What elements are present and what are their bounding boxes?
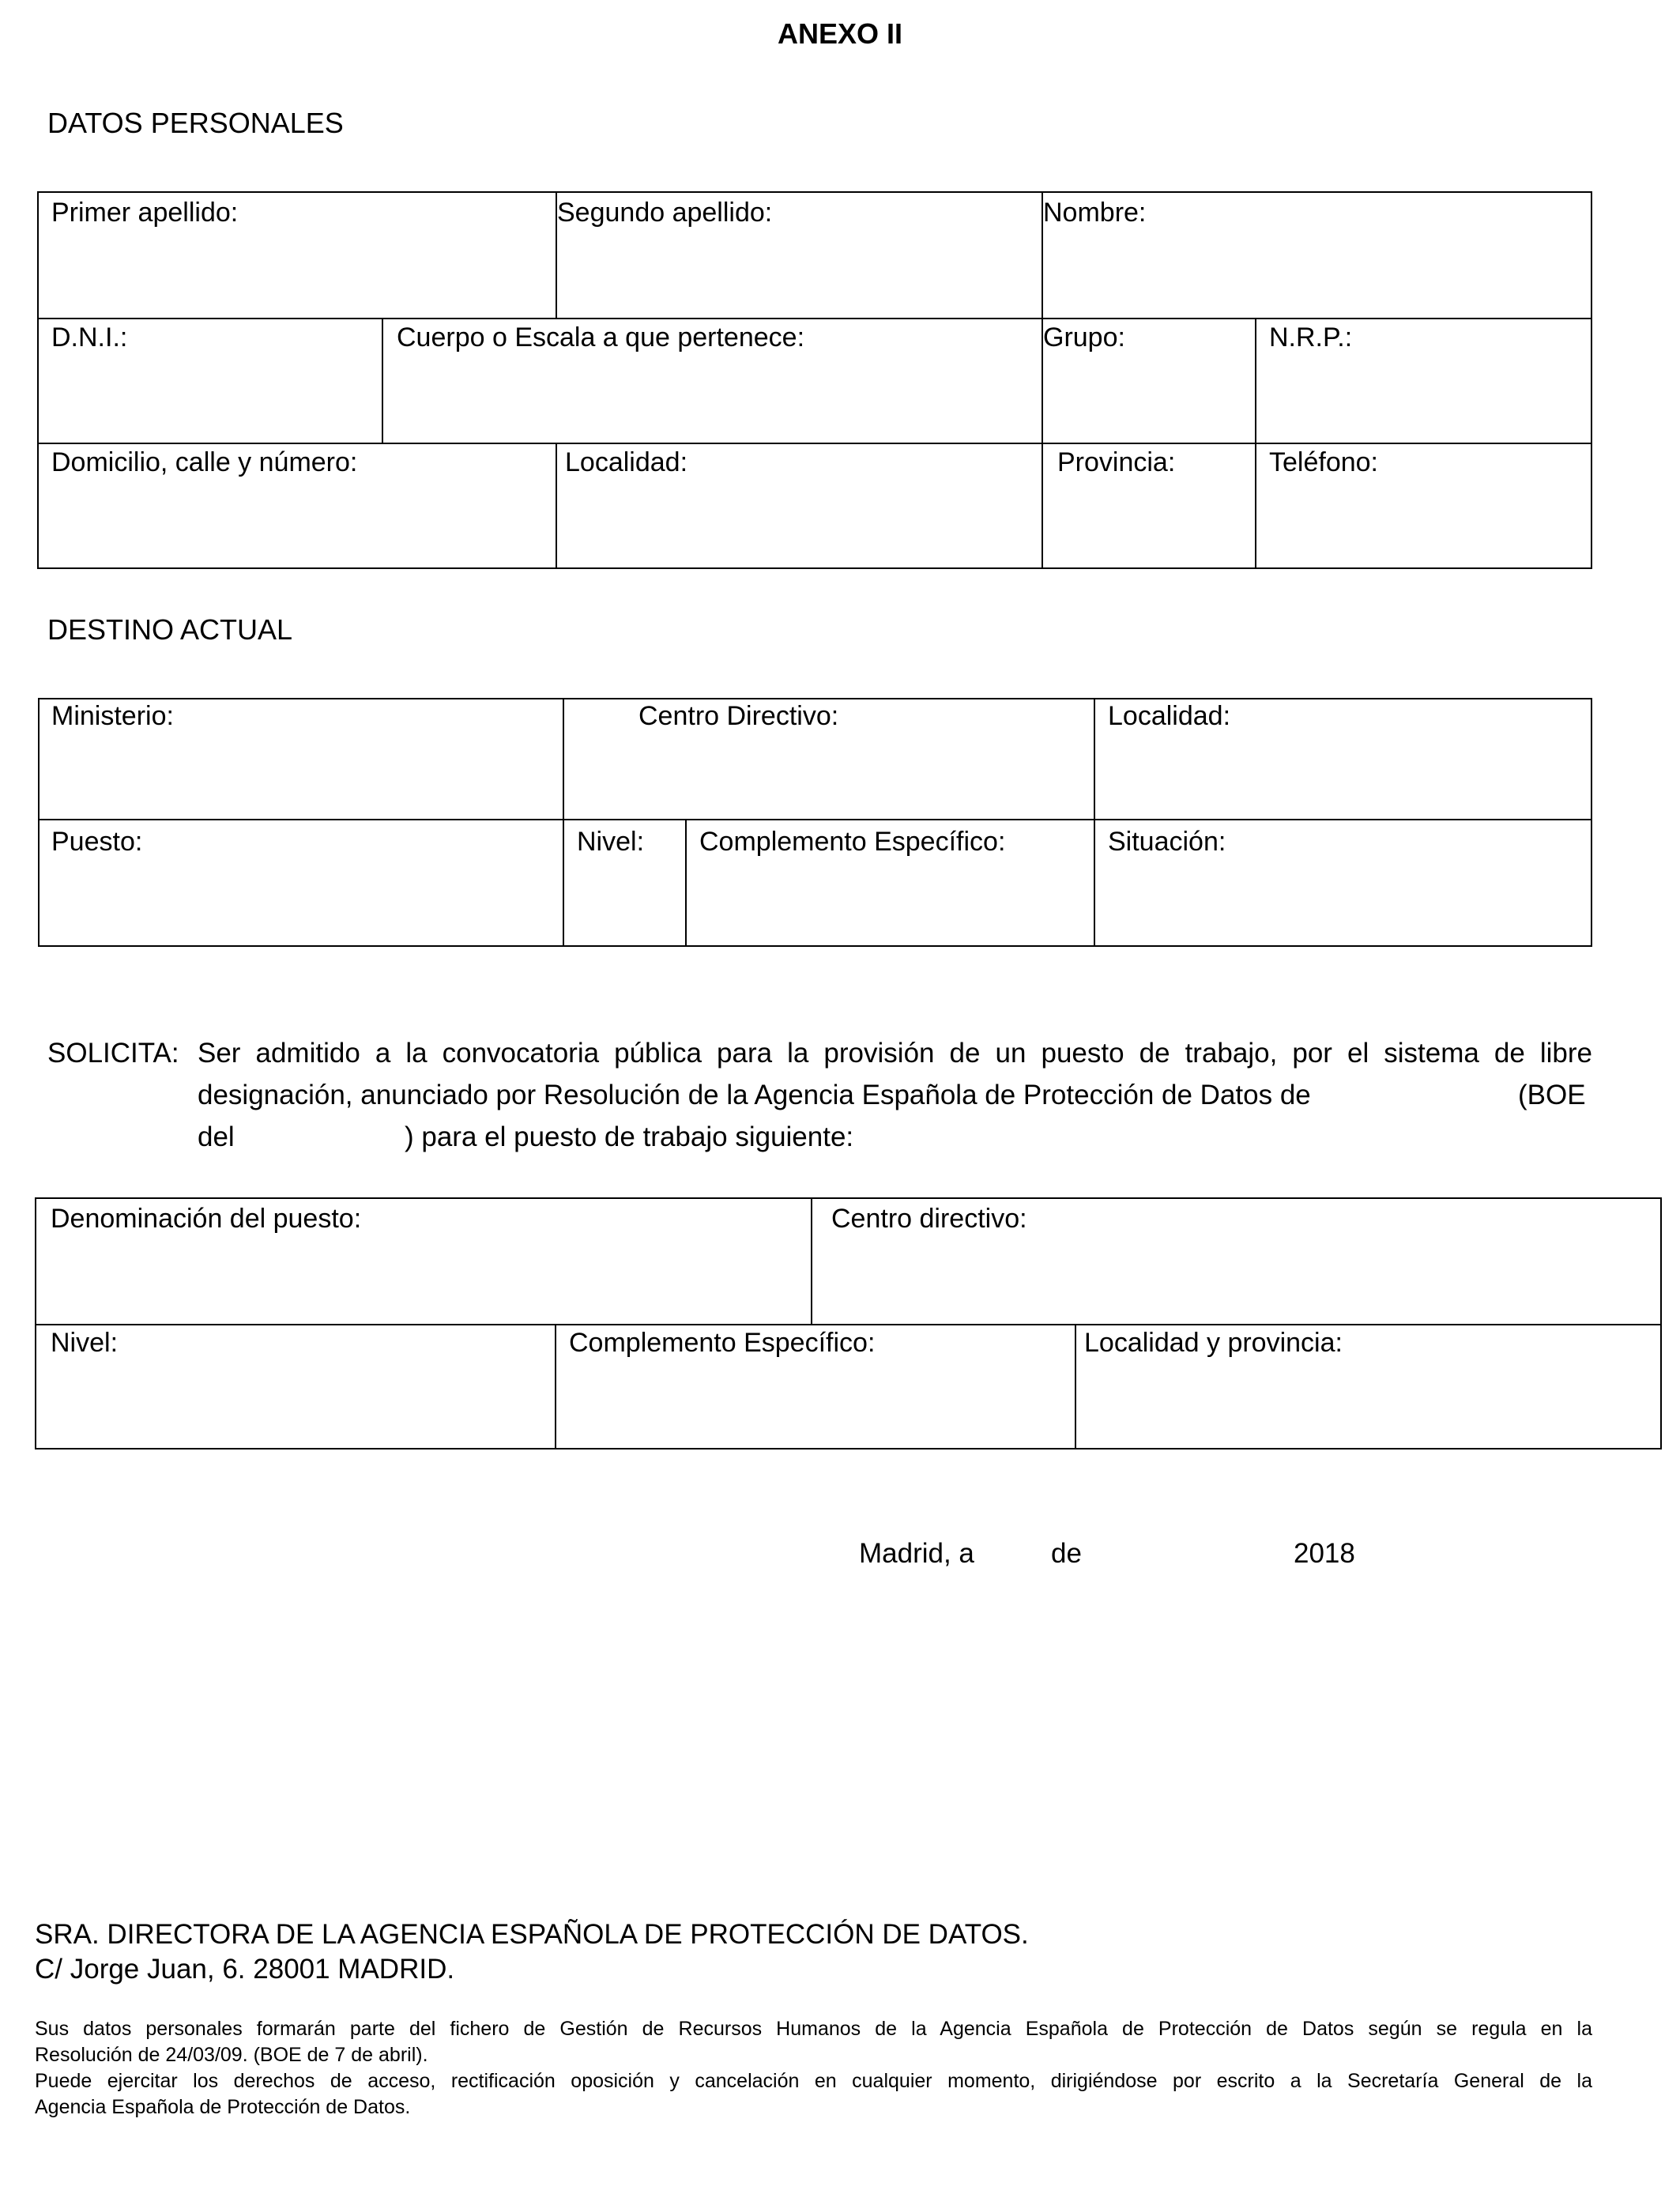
field-label: D.N.I.:	[51, 322, 128, 352]
field-label: Provincia:	[1057, 447, 1176, 477]
solicita-line-2: designación, anunciado por Resolución de la Agencia Española de Protección de Datos de	[198, 1080, 1311, 1110]
field-puesto[interactable]	[38, 819, 564, 947]
field-nivel-destino[interactable]	[563, 819, 687, 947]
field-label: Nivel:	[51, 1328, 119, 1358]
solicita-boe: (BOE	[1518, 1080, 1586, 1110]
field-nombre[interactable]	[1042, 191, 1592, 319]
solicita-line-1: Ser admitido a la convocatoria pública para la provisión de un puesto de trabajo, por el sistema de libre	[198, 1038, 1592, 1069]
field-localidad[interactable]	[556, 443, 1043, 569]
solicita-del: del	[198, 1122, 235, 1152]
page-title: ANEXO II	[777, 17, 903, 50]
field-label: Nombre:	[1043, 198, 1147, 228]
field-denominacion-puesto[interactable]	[35, 1197, 812, 1325]
field-label: Localidad y provincia:	[1084, 1328, 1343, 1358]
section-heading-datos-personales: DATOS PERSONALES	[47, 107, 344, 139]
field-telefono[interactable]	[1255, 443, 1592, 569]
recipient-line-2: C/ Jorge Juan, 6. 28001 MADRID.	[35, 1954, 455, 1985]
solicita-line-3: ) para el puesto de trabajo siguiente:	[405, 1122, 854, 1152]
field-label: Situación:	[1108, 827, 1226, 857]
date-year: 2018	[1294, 1538, 1355, 1569]
field-cuerpo-escala[interactable]	[382, 318, 1043, 444]
section-heading-destino-actual: DESTINO ACTUAL	[47, 613, 293, 646]
solicita-label: SOLICITA:	[47, 1038, 179, 1069]
recipient-line-1: SRA. DIRECTORA DE LA AGENCIA ESPAÑOLA DE PROTECCIÓN DE DATOS.	[35, 1919, 1029, 1950]
field-label: Localidad:	[1108, 701, 1231, 731]
field-situacion[interactable]	[1094, 819, 1592, 947]
field-label: Centro Directivo:	[638, 701, 839, 731]
date-prefix: Madrid, a	[859, 1538, 974, 1569]
note-line-3: Puede ejercitar los derechos de acceso, rectificación oposición y cancelación en cualquier momento, dirigiéndose por escrito a la Secretaría General de la	[35, 2070, 1592, 2092]
note-line-2: Resolución de 24/03/09. (BOE de 7 de abril).	[35, 2044, 428, 2066]
field-label: Segundo apellido:	[557, 198, 773, 228]
field-label: Localidad:	[565, 447, 688, 477]
field-primer-apellido[interactable]	[37, 191, 557, 319]
field-dni[interactable]	[37, 318, 383, 444]
field-label: Complemento Específico:	[569, 1328, 876, 1358]
field-label: Ministerio:	[51, 701, 174, 731]
field-label: Complemento Específico:	[699, 827, 1006, 857]
field-label: Teléfono:	[1269, 447, 1378, 477]
field-ministerio[interactable]	[38, 698, 564, 820]
field-nivel-puesto[interactable]	[35, 1324, 556, 1449]
field-nrp[interactable]	[1255, 318, 1592, 444]
field-label: N.R.P.:	[1269, 322, 1353, 352]
field-label: Nivel:	[577, 827, 645, 857]
note-line-4: Agencia Española de Protección de Datos.	[35, 2096, 411, 2118]
date-de: de	[1051, 1538, 1082, 1569]
field-label: Grupo:	[1043, 322, 1125, 352]
note-line-1: Sus datos personales formarán parte del fichero de Gestión de Recursos Humanos de la Agencia Española de Protección de Datos según se regula en la	[35, 2018, 1592, 2040]
field-complemento-puesto[interactable]	[555, 1324, 1076, 1449]
field-provincia[interactable]	[1042, 443, 1256, 569]
field-localidad-provincia[interactable]	[1075, 1324, 1662, 1449]
field-label: Domicilio, calle y número:	[51, 447, 358, 477]
field-complemento-destino[interactable]	[685, 819, 1095, 947]
field-grupo[interactable]	[1042, 318, 1256, 444]
field-centro-directivo[interactable]	[563, 698, 1095, 820]
field-label: Denominación del puesto:	[51, 1204, 362, 1234]
field-centro-directivo-puesto[interactable]	[811, 1197, 1662, 1325]
field-label: Cuerpo o Escala a que pertenece:	[397, 322, 805, 352]
field-localidad-destino[interactable]	[1094, 698, 1592, 820]
field-label: Centro directivo:	[831, 1204, 1027, 1234]
field-label: Puesto:	[51, 827, 143, 857]
field-label: Primer apellido:	[51, 198, 239, 228]
field-domicilio[interactable]	[37, 443, 557, 569]
field-segundo-apellido[interactable]	[556, 191, 1043, 319]
